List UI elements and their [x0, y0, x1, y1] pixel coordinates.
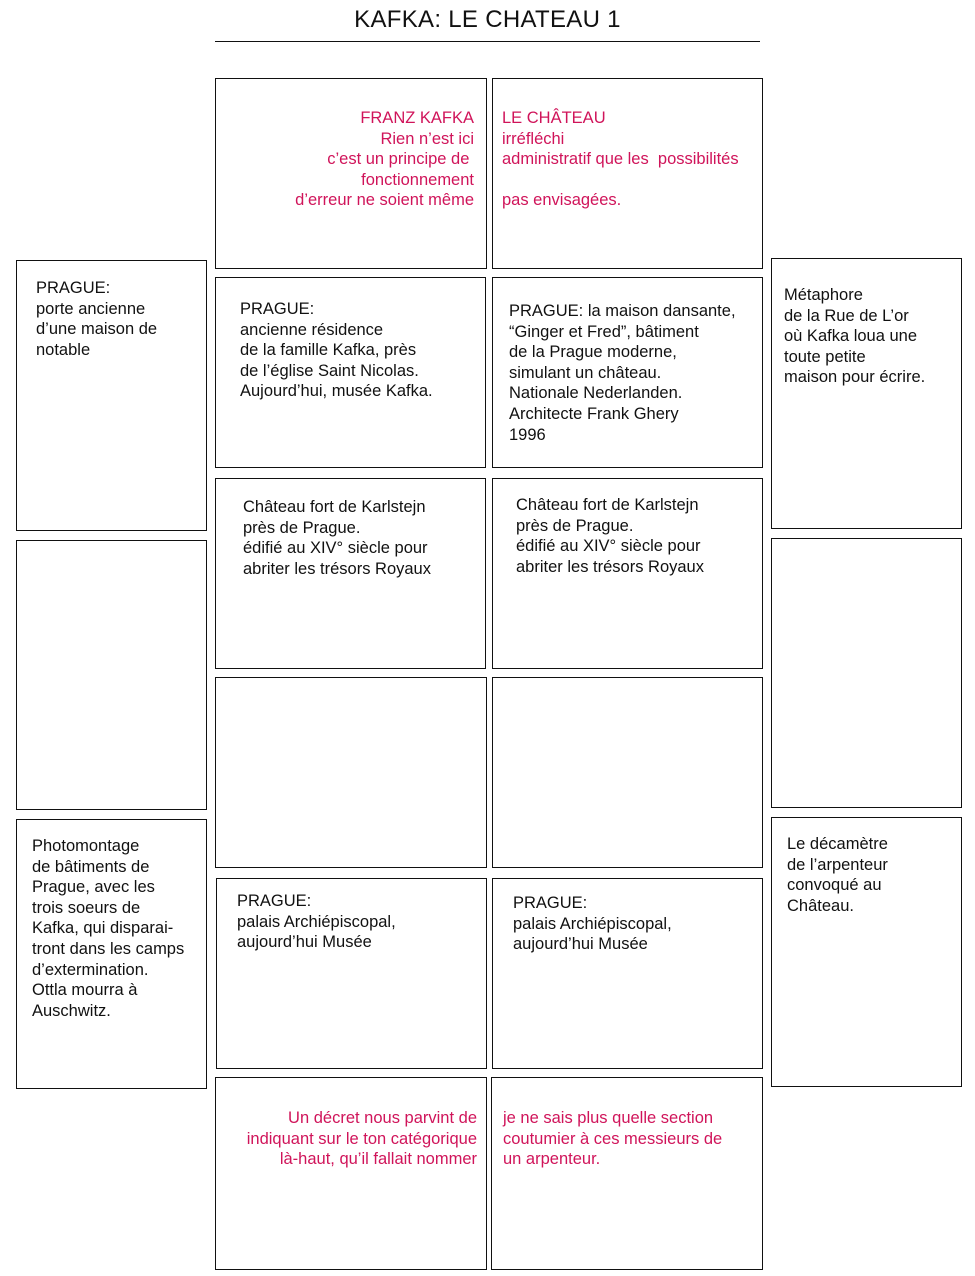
panel-left-empty: [16, 540, 207, 810]
page-title: KAFKA: LE CHATEAU 1: [354, 6, 621, 33]
palais-right-text: PRAGUE: palais Archiépiscopal, aujourd’hui Musée: [513, 894, 672, 954]
metaphore-text: Métaphore de la Rue de L’or où Kafka loua une toute petite maison pour écrire.: [784, 286, 926, 387]
panel-quote-bottom-left: [215, 1077, 487, 1270]
quote-top-right-text: LE CHÂTEAU irréfléchi administratif que les possibilités pas envisagées.: [502, 109, 739, 210]
title-underline: [215, 41, 760, 42]
palais-left-text: PRAGUE: palais Archiépiscopal, aujourd’hui Musée: [237, 892, 396, 952]
karlstejn-left-text: Château fort de Karlstejn près de Prague. édifié au XIV° siècle pour abriter les trésors Royaux: [243, 498, 431, 578]
panel-center-right-empty: [492, 677, 763, 868]
prague-maison-dansante-text: PRAGUE: la maison dansante, “Ginger et Fred”, bâtiment de la Prague moderne, simulant un château. Nationale Nederlanden. Architecte Frank Ghery 1996: [509, 302, 736, 444]
karlstejn-right-text: Château fort de Karlstejn près de Prague. édifié au XIV° siècle pour abriter les trésors Royaux: [516, 496, 704, 576]
panel-right-empty: [771, 538, 962, 808]
photomontage-text: Photomontage de bâtiments de Prague, avec les trois soeurs de Kafka, qui disparai- tront dans les camps d’extermination. Ottla mourra à Auschwitz.: [32, 837, 185, 1020]
panel-quote-bottom-right: [491, 1077, 763, 1270]
prague-residence-text: PRAGUE: ancienne résidence de la famille Kafka, près de l’église Saint Nicolas. Aujourd’hui, musée Kafka.: [240, 300, 433, 401]
quote-bottom-right-text: je ne sais plus quelle section coutumier à ces messieurs de un arpenteur.: [503, 1109, 723, 1169]
quote-bottom-left-text: Un décret nous parvint de indiquant sur le ton catégorique là-haut, qu’il fallait nommer: [246, 1109, 477, 1169]
quote-top-left-text: FRANZ KAFKA Rien n’est ici c’est un principe de fonctionnement d’erreur ne soient même: [295, 109, 474, 210]
decametre-text: Le décamètre de l’arpenteur convoqué au Château.: [787, 835, 888, 915]
prague-porte-text: PRAGUE: porte ancienne d’une maison de notable: [36, 279, 158, 359]
panel-center-left-empty: [215, 677, 487, 868]
